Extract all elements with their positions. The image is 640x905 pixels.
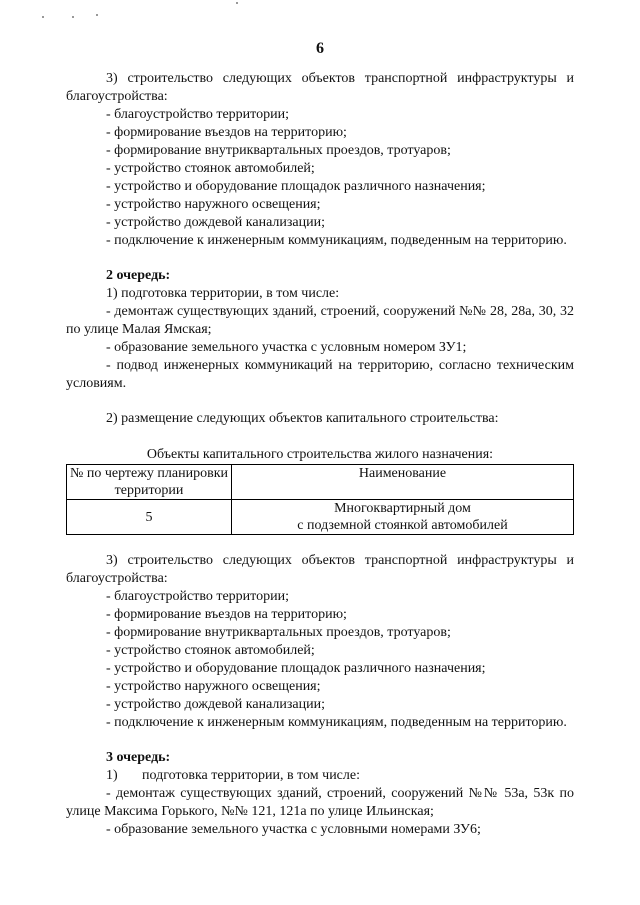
plot-item: - образование земельного участка с условным номером ЗУ1;	[106, 340, 467, 355]
list-item: - устройство дождевой канализации;	[106, 697, 326, 712]
table-header-row	[67, 465, 574, 500]
list-item: - устройство стоянок автомобилей;	[106, 643, 315, 658]
objects-table	[66, 464, 574, 535]
list-item: - устройство стоянок автомобилей;	[106, 161, 315, 176]
prep-paragraph	[106, 767, 574, 785]
plot-item: - образование земельного участка с условными номерами ЗУ6;	[106, 822, 481, 837]
list-item: - подключение к инженерным коммуникациям, подведенным на территорию.	[106, 233, 567, 248]
row-name	[232, 500, 574, 535]
list-item: - подключение к инженерным коммуникациям, подведенным на территорию.	[106, 715, 567, 730]
infrastructure-paragraph: 3) строительство следующих объектов транспортной инфраструктуры и благоустройства:	[66, 553, 574, 586]
scan-speck	[42, 16, 44, 18]
row-number: 5	[67, 500, 232, 535]
list-item: - устройство наружного освещения;	[106, 197, 321, 212]
scan-speck	[96, 14, 98, 16]
table-row	[67, 500, 574, 535]
placement-paragraph: 2) размещение следующих объектов капитального строительства:	[106, 411, 499, 426]
list-number: 1)	[106, 768, 118, 783]
demolition-item: - демонтаж существующих зданий, строений, сооружений №№ 53а, 53к по улице Максима Горького, №№ 121, 121а по улице Ильинская;	[66, 786, 574, 819]
list-item: - устройство и оборудование площадок различного назначения;	[106, 179, 486, 194]
stage-3-heading: 3 очередь:	[106, 750, 171, 765]
document-body	[66, 70, 574, 839]
scan-speck	[236, 2, 238, 4]
list-item: - формирование въездов на территорию;	[106, 125, 347, 140]
col-header-name: Наименование	[232, 465, 574, 500]
col-header-number: № по чертежу планировки территории	[67, 465, 232, 500]
utilities-item: - подвод инженерных коммуникаций на территорию, согласно техническим условиям.	[66, 358, 574, 391]
infrastructure-paragraph: 3) строительство следующих объектов транспортной инфраструктуры и благоустройства:	[66, 71, 574, 104]
list-item: - формирование въездов на территорию;	[106, 607, 347, 622]
scan-speck	[72, 16, 74, 18]
table-caption: Объекты капитального строительства жилого назначения:	[146, 447, 494, 462]
stage-2-heading: 2 очередь:	[106, 268, 171, 283]
row-name-line: с подземной стоянкой автомобилей	[297, 518, 508, 533]
list-item: - формирование внутриквартальных проездов, тротуаров;	[106, 625, 451, 640]
list-item: - устройство наружного освещения;	[106, 679, 321, 694]
list-item: - благоустройство территории;	[106, 589, 289, 604]
prep-text: подготовка территории, в том числе:	[142, 768, 360, 783]
list-item: - формирование внутриквартальных проездов, тротуаров;	[106, 143, 451, 158]
row-name-line: Многоквартирный дом	[334, 501, 471, 516]
page-number: 6	[316, 40, 324, 57]
list-item: - устройство и оборудование площадок различного назначения;	[106, 661, 486, 676]
list-item: - устройство дождевой канализации;	[106, 215, 326, 230]
prep-paragraph: 1) подготовка территории, в том числе:	[106, 286, 340, 301]
demolition-item: - демонтаж существующих зданий, строений, сооружений №№ 28, 28а, 30, 32 по улице Малая Ямская;	[66, 304, 574, 337]
list-item: - благоустройство территории;	[106, 107, 289, 122]
